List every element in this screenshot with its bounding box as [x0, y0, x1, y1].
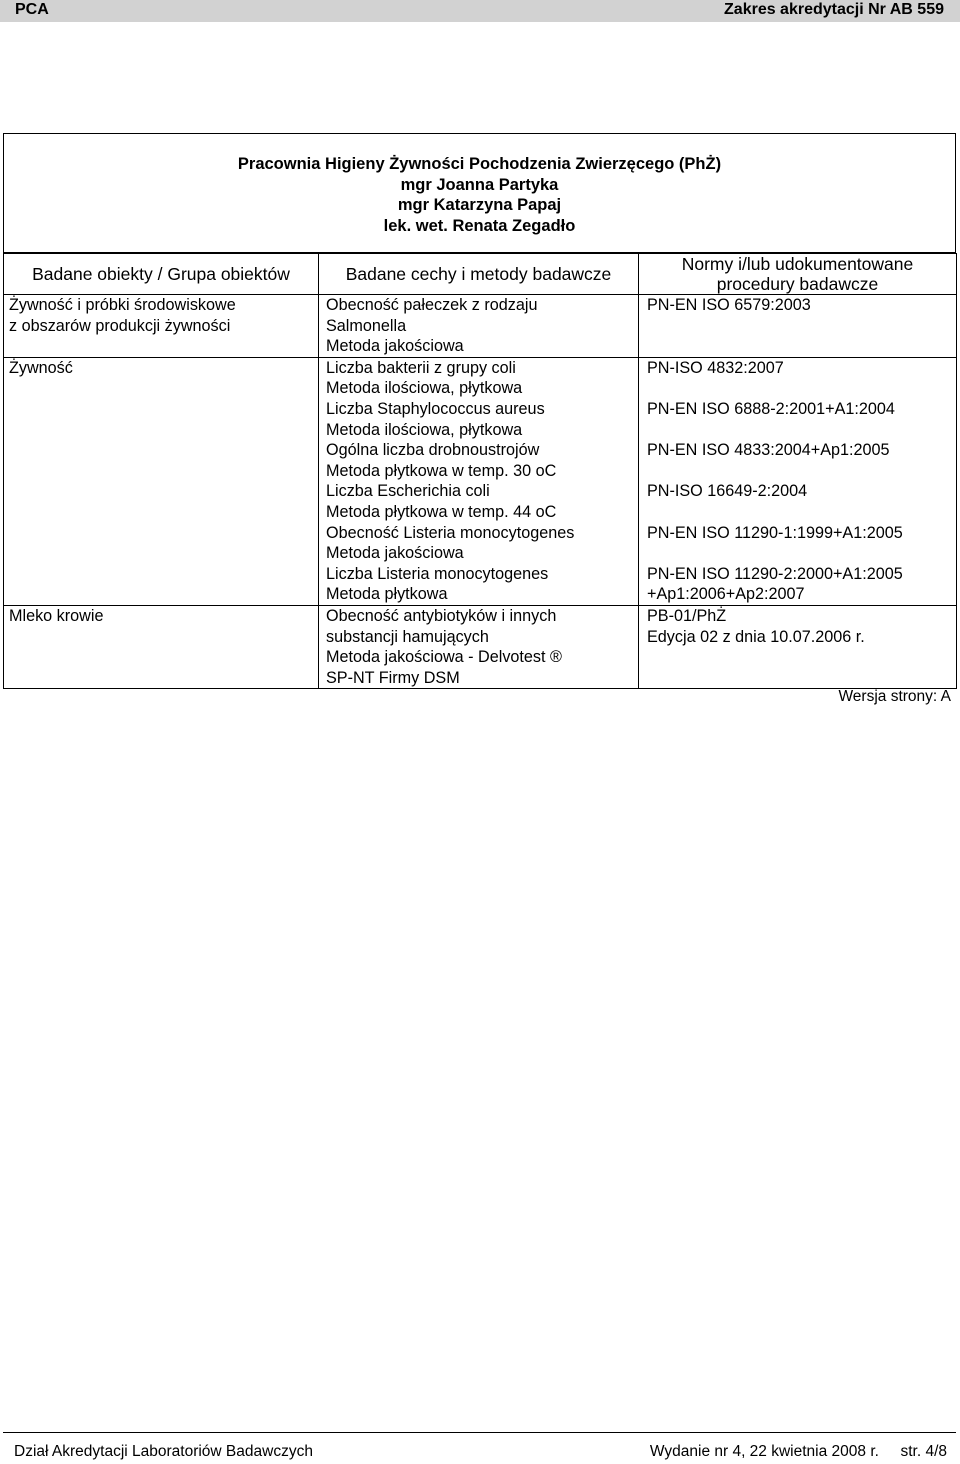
- spacer: [647, 502, 956, 523]
- norm-cell: [639, 357, 957, 605]
- spacer: [647, 668, 956, 689]
- method-line: Liczba Listeria monocytogenes: [326, 564, 549, 583]
- method-line: Metoda jakościowa: [326, 337, 464, 356]
- method-entry: [326, 440, 638, 481]
- accreditation-table: [3, 253, 957, 689]
- method-entry: [326, 399, 638, 440]
- method-line: Metoda jakościowa - Delvotest ®: [326, 648, 562, 667]
- norm-line: PN-EN ISO 4833:2004+Ap1:2005: [647, 441, 890, 460]
- table-row: [4, 357, 957, 605]
- lab-name: Pracownia Higieny Żywności Pochodzenia Zwierzęcego (PhŻ): [237, 155, 722, 173]
- norm-entry: [647, 440, 956, 481]
- object-line: z obszarów produkcji żywności: [9, 316, 231, 335]
- norm-line: PN-EN ISO 6888-2:2001+A1:2004: [647, 399, 895, 418]
- method-line: SP-NT Firmy DSM: [326, 668, 460, 687]
- table-body: [4, 295, 957, 689]
- method-line: Metoda płytkowa: [326, 585, 448, 604]
- lab-info: [4, 154, 955, 236]
- method-entry: [326, 295, 638, 357]
- object-cell: [4, 295, 319, 358]
- norm-entry: [647, 358, 956, 399]
- lab-staff-3: lek. wet. Renata Zegadło: [383, 216, 576, 235]
- method-entry: [326, 481, 638, 522]
- norm-line: PN-ISO 4832:2007: [647, 358, 784, 377]
- norm-entry: [647, 606, 956, 688]
- lab-staff-1: mgr Joanna Partyka: [400, 175, 559, 194]
- table-header-row: [4, 254, 957, 295]
- norm-cell: [639, 295, 957, 358]
- spacer: [647, 461, 956, 482]
- norm-line: +Ap1:2006+Ap2:2007: [647, 585, 805, 604]
- norm-line: Edycja 02 z dnia 10.07.2006 r.: [647, 627, 865, 646]
- method-line: Liczba Staphylococcus aureus: [326, 399, 545, 418]
- header-accreditation-scope: Zakres akredytacji Nr AB 559: [724, 1, 944, 18]
- header-org: PCA: [15, 1, 49, 18]
- spacer: [647, 336, 956, 357]
- method-line: Liczba Escherichia coli: [326, 482, 490, 501]
- norm-entry: [647, 481, 956, 522]
- norm-cell: [639, 605, 957, 688]
- header-objects: Badane obiekty / Grupa obiektów: [4, 254, 319, 295]
- page-header: [0, 0, 960, 22]
- table-row: [4, 295, 957, 358]
- object-cell: [4, 605, 319, 688]
- header-norms-line-1: Normy i/lub udokumentowane: [681, 254, 914, 274]
- lab-info-block: [3, 133, 956, 253]
- method-line: Obecność pałeczek z rodzaju: [326, 296, 538, 314]
- method-line: Obecność antybiotyków i innych: [326, 606, 557, 625]
- norm-line: PN-EN ISO 6579:2003: [647, 296, 811, 314]
- method-line: Metoda jakościowa: [326, 544, 464, 563]
- method-line: Metoda płytkowa w temp. 30 oC: [326, 461, 557, 480]
- norm-line: PN-ISO 16649-2:2004: [647, 482, 808, 501]
- method-line: Metoda ilościowa, płytkowa: [326, 379, 523, 398]
- method-cell: [319, 605, 639, 688]
- object-line: Żywność: [9, 358, 73, 377]
- method-cell: [319, 357, 639, 605]
- norm-line: PN-EN ISO 11290-2:2000+A1:2005: [647, 564, 903, 583]
- lab-staff-2: mgr Katarzyna Papaj: [397, 196, 562, 214]
- spacer: [647, 420, 956, 441]
- norm-entry: [647, 399, 956, 440]
- footer-edition: Wydanie nr 4, 22 kwietnia 2008 r. str. 4/8: [649, 1443, 947, 1460]
- method-line: substancji hamujących: [326, 627, 489, 646]
- footer-department: Dział Akredytacji Laboratoriów Badawczych: [14, 1443, 313, 1460]
- norm-line: PB-01/PhŻ: [647, 606, 727, 625]
- method-line: Liczba bakterii z grupy coli: [326, 358, 516, 377]
- norm-line: PN-EN ISO 11290-1:1999+A1:2005: [647, 523, 903, 542]
- method-line: Metoda ilościowa, płytkowa: [326, 420, 523, 439]
- spacer: [647, 378, 956, 399]
- spacer: [647, 316, 956, 337]
- version-note: Wersja strony: A: [838, 688, 951, 705]
- table-row: [4, 605, 957, 688]
- header-norms-line-2: procedury badawcze: [716, 274, 879, 294]
- method-line: Salmonella: [326, 316, 407, 335]
- page-footer: [3, 1432, 956, 1464]
- method-entry: [326, 606, 638, 688]
- spacer: [647, 543, 956, 564]
- object-cell: [4, 357, 319, 605]
- norm-entry: [647, 295, 956, 357]
- header-norms: [639, 254, 957, 295]
- method-entry: [326, 564, 638, 605]
- object-line: Żywność i próbki środowiskowe: [9, 296, 236, 314]
- norm-entry: [647, 523, 956, 564]
- norm-entry: [647, 564, 956, 605]
- method-entry: [326, 358, 638, 399]
- object-line: Mleko krowie: [9, 606, 104, 625]
- method-entry: [326, 523, 638, 564]
- method-line: Obecność Listeria monocytogenes: [326, 523, 575, 542]
- method-line: Ogólna liczba drobnoustrojów: [326, 441, 540, 460]
- method-cell: [319, 295, 639, 358]
- method-line: Metoda płytkowa w temp. 44 oC: [326, 502, 557, 521]
- header-methods: Badane cechy i metody badawcze: [319, 254, 639, 295]
- spacer: [647, 647, 956, 668]
